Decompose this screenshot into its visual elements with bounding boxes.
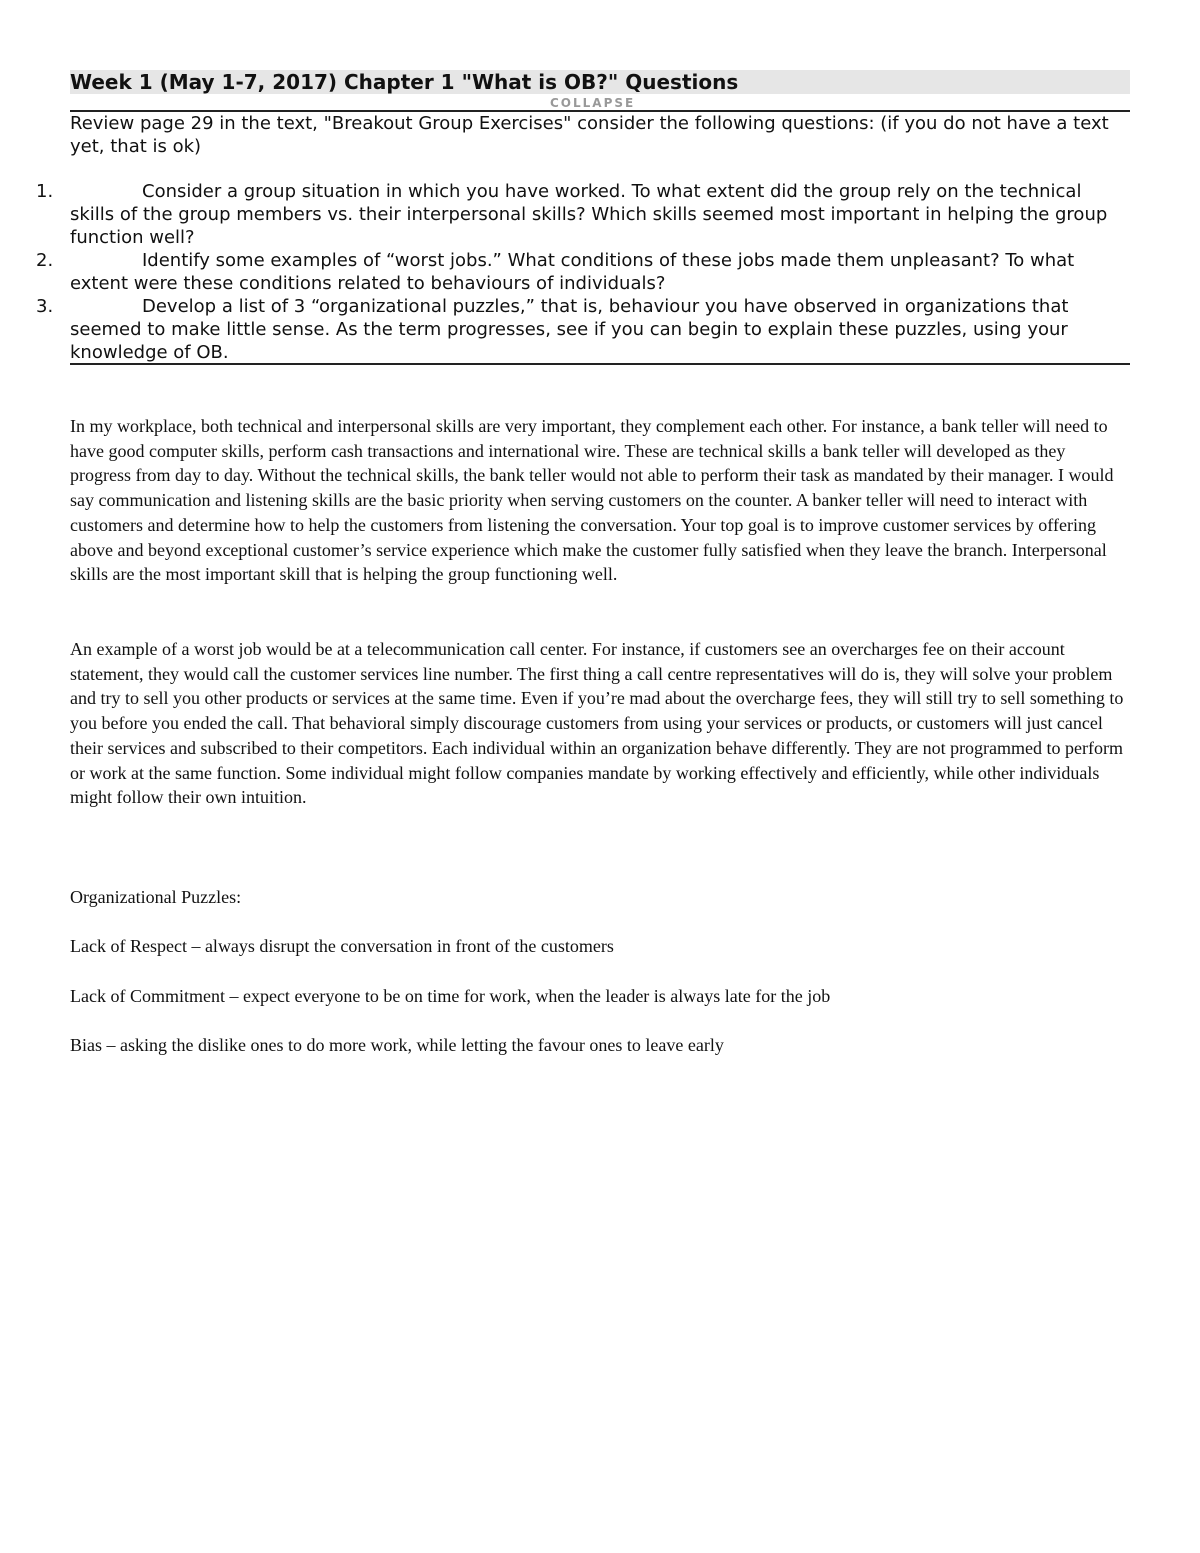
question-number: 3. (36, 296, 54, 317)
question-text: Identify some examples of “worst jobs.” What conditions of these jobs made them unpleasant? To what extent were these conditions related to behaviours of individuals? (70, 250, 1075, 294)
question-item (36, 180, 1130, 249)
intro-text: Review page 29 in the text, "Breakout Group Exercises" consider the following questions: (if you do not have a text yet, that is ok) (70, 113, 1109, 157)
question-text: Consider a group situation in which you have worked. To what extent did the group rely on the technical skills of the group members vs. their interpersonal skills? Which skills seemed most important in helping the group function well? (70, 181, 1108, 248)
answer-paragraph-2: An example of a worst job would be at a telecommunication call center. For instance, if customers see an overcharges fee on their account statement, they would call the customer services line number. The first thing a call centre representatives will do is, they will solve your problem and try to sell you other products or services at the same time. Even if you’re mad about the overcharge fees, they will still try to sell something to you before you ended the call. That behavioral simply discourage customers from using your services or products, or customers will just cancel their services and subscribed to their competitors. Each individual within an organization behave differently. They are not programmed to perform or work at the same function. Some individual might follow companies mandate by working effectively and efficiently, while other individuals might follow their own intuition. (70, 639, 1124, 808)
question-item (36, 295, 1130, 364)
puzzles-heading: Organizational Puzzles: (70, 887, 242, 907)
question-item (36, 249, 1130, 295)
collapse-link[interactable]: COLLAPSE (550, 96, 636, 110)
question-number: 1. (36, 181, 54, 202)
puzzle-item-commitment: Lack of Commitment – expect everyone to be on time for work, when the leader is always late for the job (70, 986, 831, 1006)
page-title: Week 1 (May 1-7, 2017) Chapter 1 "What is OB?" Questions (70, 70, 739, 94)
bottom-divider (70, 363, 1130, 365)
puzzle-item-respect: Lack of Respect – always disrupt the conversation in front of the customers (70, 936, 614, 956)
question-text: Develop a list of 3 “organizational puzzles,” that is, behaviour you have observed in organizations that seemed to make little sense. As the term progresses, see if you can begin to explain these puzzles, using your knowledge of OB. (70, 296, 1069, 363)
question-list (36, 180, 1130, 364)
puzzle-item-bias: Bias – asking the dislike ones to do more work, while letting the favour ones to leave early (70, 1035, 724, 1055)
question-number: 2. (36, 250, 54, 271)
answer-paragraph-1: In my workplace, both technical and interpersonal skills are very important, they complement each other. For instance, a bank teller will need to have good computer skills, perform cash transactions and international wire. These are technical skills a bank teller will developed as they progress from day to day. Without the technical skills, the bank teller would not able to perform their task as mandated by their manager. I would say communication and listening skills are the basic priority when serving customers on the counter. A banker teller will need to interact with customers and determine how to help the customers from listening the conversation. Your top goal is to improve customer services by offering above and beyond exceptional customer’s service experience which make the customer fully satisfied when they leave the branch. Interpersonal skills are the most important skill that is helping the group functioning well. (70, 416, 1114, 585)
